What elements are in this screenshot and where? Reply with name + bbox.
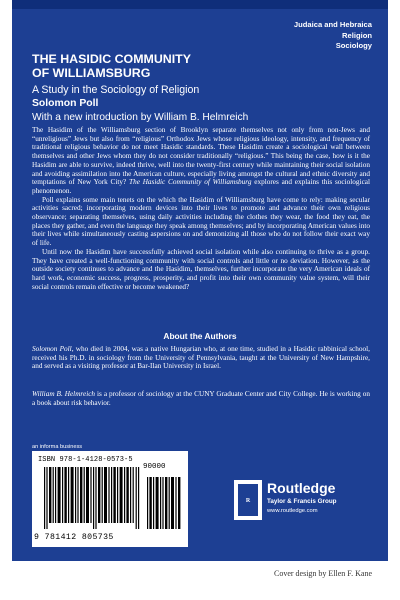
isbn-text: ISBN 978-1-4128-0573-5 bbox=[38, 456, 133, 464]
author-name: William B. Helmreich bbox=[32, 390, 96, 398]
subject-category: Religion bbox=[342, 30, 372, 40]
about-authors-heading: About the Authors bbox=[163, 331, 237, 341]
author-bio-helmreich bbox=[32, 390, 370, 407]
author-bio-text: , who died in 2004, was a native Hungarian who, at one time, studied in a Hasidic rabbinical school, received his Ph.D. in sociology from the University of Pennsylvania, taught at the University of New Hampshire, and served as a visiting professor at Bar-Ilan University in Israel. bbox=[32, 345, 370, 371]
book-subtitle: A Study in the Sociology of Religion bbox=[32, 84, 200, 96]
barcode-icon bbox=[44, 467, 182, 529]
description-title-emphasis: The Hasidic Community of Williamsburg bbox=[129, 178, 252, 187]
subject-category: Sociology bbox=[335, 41, 372, 50]
cover-design-credit: Cover design by Ellen F. Kane bbox=[273, 569, 372, 578]
routledge-emblem-icon bbox=[234, 480, 262, 520]
book-author: Solomon Poll bbox=[32, 98, 99, 109]
book-title bbox=[32, 53, 332, 80]
subject-category: Judaica and Hebraica bbox=[293, 20, 372, 29]
author-name: Solomon Poll bbox=[32, 345, 72, 353]
back-cover bbox=[12, 0, 388, 561]
description-paragraph: Until now the Hasidim have successfully achieved social isolation while also continuing to thrive as a group. They have created a well-functioning community with social controls and little or no deviation. However, as the outside society continues to advance and the Hasidim, themselves, further incorporate the very American ideals of hard work, economic success, progress, prosperity, and profit into their own community value system, will their social controls remain effective or become weakened? bbox=[32, 247, 370, 291]
book-description bbox=[32, 126, 370, 291]
informa-tagline: an informa business bbox=[32, 444, 83, 450]
barcode-number: 9 781412 805735 bbox=[34, 533, 114, 542]
description-paragraph: Poll explains some main tenets on the which the Hasidim of Williamsburg have come to rely: making secular activities sacred; incorporating modern devices into their lives to promote and advance their own religious observance; separating themselves, using daily activities including the clothes they wear, the food they eat, the places they gather, and even the language they speak among themselves; and by incorporating American values into their lives while simultaneously casting aspersions on and demonizing all those who do not follow their exact way of life. bbox=[32, 195, 370, 248]
description-text: explores and explains this sociological phenomenon. bbox=[32, 178, 371, 195]
svg-text:R: R bbox=[245, 498, 251, 504]
author-bio-poll bbox=[32, 345, 370, 371]
description-paragraph bbox=[32, 126, 370, 196]
publisher-logo bbox=[234, 478, 384, 526]
top-bar bbox=[12, 0, 388, 9]
title-line: THE HASIDIC COMMUNITY bbox=[32, 52, 192, 66]
introduction-credit: With a new introduction by William B. Helmreich bbox=[32, 112, 249, 123]
title-line: OF WILLIAMSBURG bbox=[32, 65, 151, 80]
publisher-url: www.routledge.com bbox=[267, 508, 318, 514]
barcode-block bbox=[32, 451, 188, 547]
ean5-code: 90000 bbox=[143, 463, 166, 471]
author-bio-text: is a professor of sociology at the CUNY Graduate Center and City College. He is working on a book about risk behavior. bbox=[32, 390, 370, 407]
publisher-group: Taylor & Francis Group bbox=[267, 498, 337, 505]
subject-categories bbox=[294, 20, 372, 52]
description-text: The Hasidim of the Williamsburg section of Brooklyn separate themselves not only from non-Jews and “unreligious” Jews but also from “religious” Orthodox Jews whose religious ideology, intensity, and frequency of traditional religious behavior do not meet Hasidic standards. These Hasidim create a sociological wall between themselves and other Jews whom they do not consider traditionally “religious.” This being the case, how is it the Hasidim are able to survive, indeed thrive, well into the twenty-first century while maintaining their social isolation and avoiding assimilation into the American culture, especially living amongst the cultural and ethnic diversity and temptations of New York City? bbox=[32, 126, 370, 187]
publisher-name: Routledge bbox=[267, 480, 336, 496]
